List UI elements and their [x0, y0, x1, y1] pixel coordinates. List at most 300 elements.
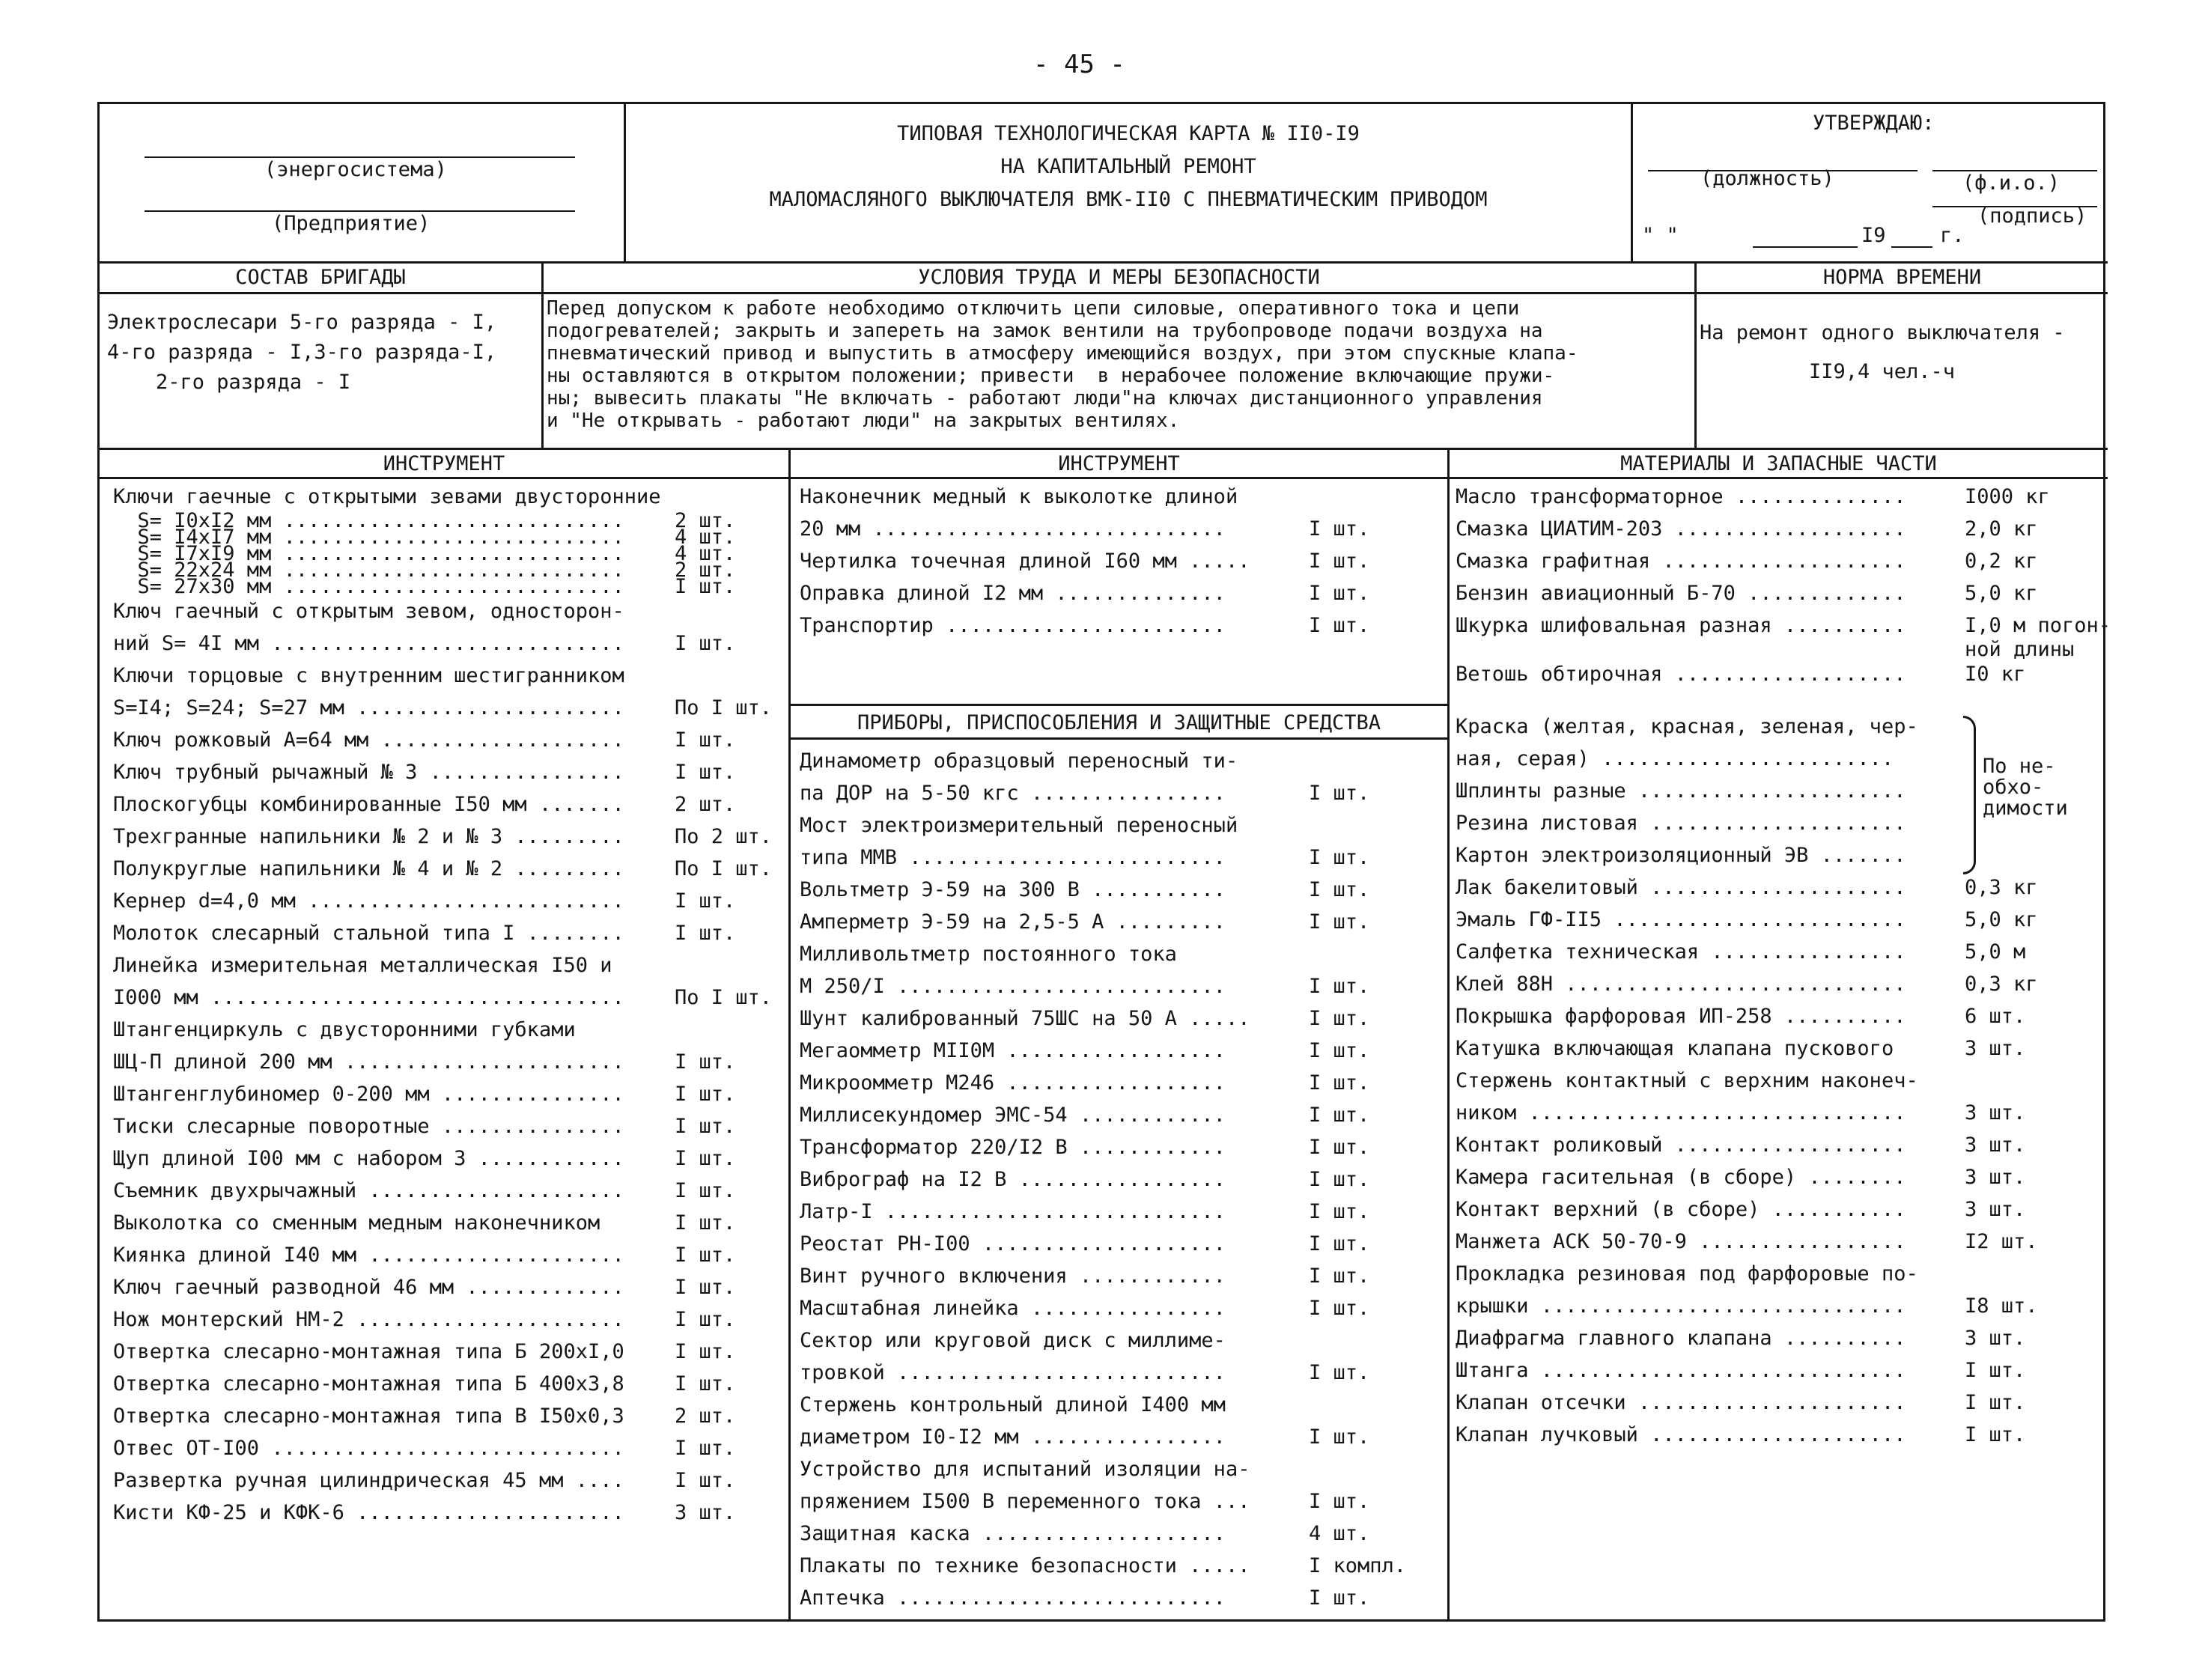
item-name: Ветошь обтирочная ...................	[1456, 663, 1906, 686]
item-name: Камера гасительная (в сборе) ........	[1456, 1166, 1906, 1189]
item-quantity: I,0 м погон-	[1965, 614, 2111, 637]
list-item	[1456, 1226, 2107, 1258]
list-item	[1456, 609, 2111, 642]
item-quantity: По I шт.	[675, 857, 773, 880]
item-quantity: I шт.	[1309, 1490, 1370, 1513]
list-item	[113, 788, 787, 821]
brigade-text: Электрослесари 5-го разряда - I, 4-го разряда - I,3-го разряда-I, 2-го разряда - I	[107, 311, 497, 394]
item-quantity: 5,0 кг	[1965, 582, 2038, 605]
list-item	[113, 660, 787, 692]
item-quantity: 0,3 кг	[1965, 876, 2038, 899]
item-quantity: По 2 шт.	[675, 825, 773, 848]
col3-body	[1447, 479, 2111, 1619]
list-item	[113, 1207, 787, 1239]
item-name: Клей 88Н ............................	[1456, 973, 1906, 996]
title-line-1: ТИПОВАЯ ТЕХНОЛОГИЧЕСКАЯ КАРТА № II0-I9	[897, 122, 1360, 145]
item-name: Аптечка ...........................	[800, 1586, 1226, 1610]
list-item	[1456, 968, 2107, 1000]
item-name: Масло трансформаторное ..............	[1456, 485, 1906, 508]
item-quantity: 2 шт.	[675, 509, 736, 532]
item-name: Динамометр образцовый переносный ти-	[800, 749, 1238, 773]
item-quantity: I шт.	[675, 1083, 736, 1106]
norm-header: НОРМА ВРЕМЕНИ	[1694, 261, 2108, 294]
brigade-header: СОСТАВ БРИГАДЫ	[100, 261, 541, 294]
item-name: Выколотка со сменным медным наконечником	[113, 1211, 600, 1235]
item-quantity: I шт.	[675, 922, 736, 945]
list-item: Резина листовая .....................	[1456, 812, 1906, 835]
item-name: Развертка ручная цилиндрическая 45 мм ....	[113, 1469, 624, 1492]
list-item	[1456, 658, 2107, 690]
item-name: Амперметр Э-59 на 2,5-5 А .........	[800, 910, 1226, 934]
item-name: пряжением I500 В переменного тока ...	[800, 1490, 1250, 1513]
approve-title: УТВЕРЖДАЮ:	[1813, 112, 1935, 135]
item-name: типа ММВ ..........................	[800, 846, 1226, 869]
list-item	[113, 949, 787, 981]
item-name: крышки ..............................	[1456, 1294, 1906, 1318]
tools-list	[113, 481, 787, 1529]
item-name: Штанга ..............................	[1456, 1359, 1906, 1382]
item-name: Смазка графитная ....................	[1456, 550, 1906, 573]
item-quantity: 4 шт.	[675, 542, 736, 565]
list-item	[800, 1453, 1444, 1485]
item-name: Стержень контрольный длиной I400 мм	[800, 1393, 1226, 1416]
list-item	[113, 1303, 787, 1336]
title-line-2: НА КАПИТАЛЬНЫЙ РЕМОНТ	[1000, 155, 1256, 178]
list-item	[1456, 513, 2107, 545]
item-name: S= I0xI2 мм ............................	[113, 509, 624, 532]
item-name: Салфетка техническая ................	[1456, 940, 1906, 964]
item-name: Клапан отсечки ......................	[1456, 1391, 1906, 1414]
list-item	[1456, 638, 2107, 661]
item-quantity: 0,3 кг	[1965, 973, 2038, 996]
item-name: Отвертка слесарно-монтажная типа Б 400x3,8	[113, 1372, 624, 1396]
item-name: S= I4xI7 мм ............................	[113, 526, 624, 549]
list-item	[800, 1518, 1444, 1550]
list-item	[113, 756, 787, 788]
item-name: тровкой ...........................	[800, 1361, 1226, 1384]
item-quantity: I шт.	[675, 761, 736, 784]
list-item	[800, 1228, 1444, 1260]
item-quantity: I шт.	[675, 1340, 736, 1363]
list-item	[1456, 545, 2107, 577]
list-item	[1456, 1322, 2107, 1354]
item-quantity: I2 шт.	[1965, 1230, 2038, 1253]
list-item	[113, 724, 787, 756]
list-item: Картон электроизоляционный ЭВ .......	[1456, 844, 1906, 867]
item-name: Штангенглубиномер 0-200 мм ...............	[113, 1083, 624, 1106]
item-quantity: I шт.	[675, 728, 736, 752]
norm-line-1: На ремонт одного выключателя -	[1700, 321, 2065, 344]
list-item	[1456, 871, 2107, 904]
brace-note: По не- обхо- димости	[1983, 755, 2068, 820]
item-quantity: I000 кг	[1965, 485, 2050, 508]
list-item	[113, 1497, 787, 1529]
item-quantity: I шт.	[1309, 975, 1370, 998]
item-quantity: 2 шт.	[675, 559, 736, 582]
materials-list-a	[1456, 481, 2111, 690]
list-item	[800, 1002, 1444, 1035]
item-name: Лак бакелитовый .....................	[1456, 876, 1906, 899]
item-name: Нож монтерский НМ-2 ......................	[113, 1308, 624, 1331]
item-name: диаметром I0-I2 мм ................	[800, 1425, 1226, 1449]
item-quantity: 3 шт.	[675, 1501, 736, 1524]
norm-body	[1694, 294, 2108, 448]
item-name: Виброграф на I2 В .................	[800, 1168, 1226, 1191]
item-name: Киянка длиной I40 мм .....................	[113, 1244, 624, 1267]
item-quantity: 4 шт.	[675, 526, 736, 549]
list-item	[1456, 577, 2107, 609]
item-name: Отвертка слесарно-монтажная типа Б 200xI,0	[113, 1340, 624, 1363]
list-item	[800, 809, 1444, 841]
item-name: Оправка длиной I2 мм ..............	[800, 582, 1226, 605]
item-quantity: 3 шт.	[1965, 1133, 2026, 1157]
item-quantity: I шт.	[1309, 1007, 1370, 1030]
item-quantity: 0,2 кг	[1965, 550, 2038, 573]
item-quantity: I шт.	[675, 1115, 736, 1138]
list-item	[113, 853, 787, 885]
list-item	[1456, 481, 2107, 513]
item-name: Ключ рожковый А=64 мм ....................	[113, 728, 624, 752]
item-quantity: I шт.	[1309, 1071, 1370, 1095]
list-item	[800, 481, 1444, 513]
item-quantity: I шт.	[675, 1147, 736, 1170]
item-name: Кернер d=4,0 мм ..........................	[113, 889, 624, 913]
item-quantity: I шт.	[1309, 550, 1370, 573]
list-item	[800, 745, 1444, 777]
list-item	[800, 874, 1444, 906]
col1-header: ИНСТРУМЕНТ	[100, 448, 788, 479]
list-item	[113, 481, 787, 513]
item-quantity: I шт.	[1309, 1425, 1370, 1449]
list-item	[113, 1368, 787, 1400]
list-item	[1456, 1000, 2107, 1032]
item-quantity: I шт.	[675, 575, 736, 598]
list-item	[113, 885, 787, 917]
brigade-body	[100, 294, 541, 448]
item-name: Транспортир .......................	[800, 614, 1226, 637]
item-name: Стержень контактный с верхним наконеч-	[1456, 1069, 1918, 1092]
item-quantity: I шт.	[1309, 582, 1370, 605]
item-quantity: 4 шт.	[1309, 1522, 1370, 1545]
item-quantity: I шт.	[1309, 1136, 1370, 1159]
item-quantity: 5,0 м	[1965, 940, 2026, 964]
list-item	[800, 1131, 1444, 1163]
item-quantity: I шт.	[1309, 1168, 1370, 1191]
header-title	[624, 104, 1631, 261]
item-name: па ДОР на 5-50 кгс ................	[800, 782, 1226, 805]
item-name: Шунт калиброванный 75ШС на 50 А .....	[800, 1007, 1250, 1030]
list-item	[1456, 1097, 2107, 1129]
item-quantity: 6 шт.	[1965, 1005, 2026, 1028]
item-quantity: I шт.	[675, 1244, 736, 1267]
item-quantity: 3 шт.	[1965, 1327, 2026, 1350]
norm-line-2: II9,4 чел.-ч	[1809, 360, 1956, 383]
item-name: Молоток слесарный стальной типа I ........	[113, 922, 624, 945]
header-left	[100, 104, 624, 261]
list-item	[113, 1432, 787, 1464]
list-item	[800, 545, 1444, 577]
item-name: Шкурка шлифовальная разная ..........	[1456, 614, 1906, 637]
item-name: Клапан лучковый .....................	[1456, 1423, 1906, 1446]
item-quantity: I шт.	[1965, 1391, 2026, 1414]
fio-caption: (ф.и.о.)	[1962, 171, 2061, 195]
item-quantity: I0 кг	[1965, 663, 2026, 686]
conditions-header: УСЛОВИЯ ТРУДА И МЕРЫ БЕЗОПАСНОСТИ	[541, 261, 1694, 294]
devices-header: ПРИБОРЫ, ПРИСПОСОБЛЕНИЯ И ЗАЩИТНЫЕ СРЕДСТВА	[791, 704, 1447, 740]
list-item	[800, 938, 1444, 970]
list-item	[800, 906, 1444, 938]
item-quantity: 3 шт.	[1965, 1101, 2026, 1124]
item-quantity: По I шт.	[675, 986, 773, 1009]
item-name: Латр-I ............................	[800, 1200, 1226, 1223]
item-quantity: 3 шт.	[1965, 1166, 2026, 1189]
list-item	[1456, 1258, 2107, 1290]
year-prefix: I9	[1861, 224, 1886, 247]
tools-list-2	[800, 481, 1444, 642]
item-quantity: I шт.	[1309, 1039, 1370, 1062]
item-name: S= 22x24 мм ............................	[113, 559, 624, 582]
list-item	[1456, 1354, 2107, 1387]
list-item	[800, 1389, 1444, 1421]
list-item	[800, 1067, 1444, 1099]
item-name: Трансформатор 220/I2 В ............	[800, 1136, 1226, 1159]
date-quotes: " "	[1642, 224, 1679, 247]
list-item	[800, 841, 1444, 874]
item-quantity: I шт.	[675, 1211, 736, 1235]
item-quantity: I шт.	[1309, 1232, 1370, 1256]
item-name: Кисти КФ-25 и КФК-6 ......................	[113, 1501, 624, 1524]
item-name: Ключи торцовые с внутренним шестигранником	[113, 664, 624, 687]
item-quantity: I шт.	[1309, 517, 1370, 541]
item-quantity: I шт.	[675, 632, 736, 655]
list-item	[1456, 1161, 2107, 1193]
item-name: Диафрагма главного клапана ..........	[1456, 1327, 1906, 1350]
item-name: Эмаль ГФ-II5 ........................	[1456, 908, 1906, 931]
item-name: Мост электроизмерительный переносный	[800, 814, 1238, 837]
item-name: Трехгранные напильники № 2 и № 3 .........	[113, 825, 624, 848]
signature-caption: (подпись)	[1977, 204, 2087, 228]
item-quantity: I шт.	[1309, 782, 1370, 805]
item-quantity: I шт.	[675, 1372, 736, 1396]
item-quantity: 3 шт.	[1965, 1198, 2026, 1221]
item-name: Покрышка фарфоровая ИП-258 ..........	[1456, 1005, 1906, 1028]
item-quantity: 2 шт.	[675, 793, 736, 816]
item-name: Ключ трубный рычажный № 3 ................	[113, 761, 624, 784]
list-item: Краска (желтая, красная, зеленая, чер-	[1456, 715, 1918, 738]
col3-header: МАТЕРИАЛЫ И ЗАПАСНЫЕ ЧАСТИ	[1447, 448, 2108, 479]
item-quantity: 2,0 кг	[1965, 517, 2038, 541]
list-item	[113, 575, 787, 598]
devices-list	[800, 745, 1444, 1614]
item-quantity: I шт.	[1309, 878, 1370, 901]
item-quantity: I шт.	[1309, 910, 1370, 934]
list-item	[800, 1324, 1444, 1357]
conditions-body	[541, 294, 1694, 448]
item-quantity: I компл.	[1309, 1554, 1407, 1577]
item-name: Щуп длиной I00 мм с набором 3 ............	[113, 1147, 624, 1170]
item-name: Смазка ЦИАТИМ-203 ...................	[1456, 517, 1906, 541]
item-name: Масштабная линейка ................	[800, 1297, 1226, 1320]
item-quantity: 2 шт.	[675, 1404, 736, 1428]
list-item: Шплинты разные ......................	[1456, 779, 1906, 803]
col2-body	[788, 479, 1447, 1619]
item-quantity: I шт.	[675, 1179, 736, 1202]
item-quantity: I шт.	[1309, 1297, 1370, 1320]
item-name: Тиски слесарные поворотные ...............	[113, 1115, 624, 1138]
item-name: Защитная каска ....................	[800, 1522, 1226, 1545]
item-name: 20 мм .............................	[800, 517, 1226, 541]
list-item	[800, 577, 1444, 609]
list-item	[1456, 1193, 2107, 1226]
list-item	[1456, 1065, 2107, 1097]
item-name: Микроомметр М246 ..................	[800, 1071, 1226, 1095]
list-item: ная, серая) ........................	[1456, 747, 1894, 770]
item-name: ником ...............................	[1456, 1101, 1906, 1124]
item-name: Отвертка слесарно-монтажная типа В I50x0,3	[113, 1404, 624, 1428]
brace-mark	[1963, 716, 1976, 874]
item-name: S= I7xI9 мм ............................	[113, 542, 624, 565]
list-item	[800, 1035, 1444, 1067]
item-quantity: I шт.	[675, 1276, 736, 1299]
list-item	[113, 692, 787, 724]
item-name: Мегаомметр МII0М ..................	[800, 1039, 1226, 1062]
item-quantity: I шт.	[1309, 614, 1370, 637]
list-item	[800, 513, 1444, 545]
page-number: - 45 -	[1033, 49, 1125, 79]
list-item	[1456, 904, 2107, 936]
list-item	[113, 917, 787, 949]
approval-block	[1631, 104, 2108, 261]
list-item	[113, 1239, 787, 1271]
list-item	[113, 1046, 787, 1078]
item-quantity: 5,0 кг	[1965, 908, 2038, 931]
materials-list-b	[1456, 871, 2107, 1451]
item-name: Контакт роликовый ...................	[1456, 1133, 1906, 1157]
item-name: I000 мм ..................................	[113, 986, 624, 1009]
item-quantity: I шт.	[675, 1469, 736, 1492]
list-item	[800, 609, 1444, 642]
item-name: Катушка включающая клапана пускового	[1456, 1037, 1894, 1060]
item-name: Контакт верхний (в сборе) ...........	[1456, 1198, 1906, 1221]
item-name: Винт ручного включения ............	[800, 1264, 1226, 1288]
list-item	[113, 1014, 787, 1046]
item-name: Полукруглые напильники № 4 и № 2 .........	[113, 857, 624, 880]
item-name: Отвес ОТ-I00 .............................	[113, 1437, 624, 1460]
list-item	[800, 1292, 1444, 1324]
item-name: Плакаты по технике безопасности .....	[800, 1554, 1250, 1577]
item-name: S= 27x30 мм ............................	[113, 575, 624, 598]
item-name: М 250/I ...........................	[800, 975, 1226, 998]
item-name: Манжета АСК 50-70-9 .................	[1456, 1230, 1906, 1253]
item-name: ний S= 4I мм .............................	[113, 632, 624, 655]
list-item	[113, 1271, 787, 1303]
item-quantity: I шт.	[675, 889, 736, 913]
list-item	[800, 1421, 1444, 1453]
item-quantity: I шт.	[675, 1050, 736, 1074]
item-quantity: I8 шт.	[1965, 1294, 2038, 1318]
item-name: Милливольтметр постоянного тока	[800, 943, 1177, 966]
list-item	[800, 1582, 1444, 1614]
list-item	[113, 1110, 787, 1142]
title-line-3: МАЛОМАСЛЯНОГО ВЫКЛЮЧАТЕЛЯ ВМК-II0 С ПНЕВМАТИЧЕСКИМ ПРИВОДОМ	[769, 188, 1488, 211]
item-name: Чертилка точечная длиной I60 мм .....	[800, 550, 1250, 573]
item-name: ШЦ-П длиной 200 мм .......................	[113, 1050, 624, 1074]
item-name: Съемник двухрычажный .....................	[113, 1179, 624, 1202]
item-quantity: I шт.	[675, 1308, 736, 1331]
col1-body	[100, 479, 788, 1619]
item-quantity: I шт.	[1309, 846, 1370, 869]
list-item	[800, 1196, 1444, 1228]
item-name: Миллисекундомер ЭМС-54 ............	[800, 1104, 1226, 1127]
materials-brace-list	[1456, 710, 1980, 871]
item-name: Штангенциркуль с двусторонними губками	[113, 1018, 576, 1041]
year-suffix: г.	[1940, 224, 1965, 247]
list-item	[800, 1163, 1444, 1196]
list-item	[1456, 1387, 2107, 1419]
item-name: Ключи гаечные с открытыми зевами двусторонние	[113, 485, 661, 508]
item-name: Устройство для испытаний изоляции на-	[800, 1458, 1250, 1481]
list-item	[113, 1078, 787, 1110]
item-quantity: I шт.	[1965, 1359, 2026, 1382]
item-name: Линейка измерительная металлическая I50 и	[113, 954, 612, 977]
item-quantity: 3 шт.	[1965, 1037, 2026, 1060]
item-quantity: I шт.	[1309, 1361, 1370, 1384]
list-item	[1456, 1129, 2107, 1161]
list-item	[800, 777, 1444, 809]
item-quantity: I шт.	[1309, 1586, 1370, 1610]
item-quantity: По I шт.	[675, 696, 773, 719]
list-item	[113, 595, 787, 627]
item-name: Ключ гаечный разводной 46 мм .............	[113, 1276, 624, 1299]
list-item	[800, 1357, 1444, 1389]
item-name: Вольтметр Э-59 на 300 В ...........	[800, 878, 1226, 901]
list-item	[113, 981, 787, 1014]
list-item	[800, 1550, 1444, 1582]
enterprise-caption: (Предприятие)	[272, 212, 431, 235]
item-quantity: I шт.	[675, 1437, 736, 1460]
list-item	[800, 1099, 1444, 1131]
item-name: Бензин авиационный Б-70 .............	[1456, 582, 1906, 605]
list-item	[1456, 936, 2107, 968]
item-name: Реостат РН-I00 ....................	[800, 1232, 1226, 1256]
item-name: Плоскогубцы комбинированные I50 мм .......	[113, 793, 624, 816]
item-quantity: I шт.	[1309, 1104, 1370, 1127]
item-quantity: ной длины	[1965, 638, 2075, 661]
list-item	[800, 1485, 1444, 1518]
item-quantity: I шт.	[1309, 1200, 1370, 1223]
item-name: Сектор или круговой диск с миллиме-	[800, 1329, 1226, 1352]
list-item	[113, 1336, 787, 1368]
energy-system-caption: (энергосистема)	[264, 158, 447, 181]
list-item	[113, 1142, 787, 1175]
item-name: Прокладка резиновая под фарфоровые по-	[1456, 1262, 1918, 1285]
list-item	[113, 1175, 787, 1207]
list-item	[113, 627, 787, 660]
item-name: Наконечник медный к выколотке длиной	[800, 485, 1238, 508]
list-item	[800, 1260, 1444, 1292]
list-item	[1456, 1032, 2107, 1065]
list-item	[113, 821, 787, 853]
list-item	[800, 970, 1444, 1002]
item-quantity: I шт.	[1965, 1423, 2026, 1446]
list-item	[1456, 1290, 2107, 1322]
col2-header: ИНСТРУМЕНТ	[788, 448, 1447, 479]
item-quantity: I шт.	[1309, 1264, 1370, 1288]
item-name: Ключ гаечный с открытым зевом, односторон-	[113, 600, 624, 623]
list-item	[113, 1400, 787, 1432]
item-name: S=I4; S=24; S=27 мм ......................	[113, 696, 624, 719]
conditions-text: Перед допуском к работе необходимо отключить цепи силовые, оперативного тока и цепи подогревателей; закрыть и запереть на замок вентили на трубопроводе подачи воздуха на пневматический привод и выпустить в атмосферу имеющийся воздух, при этом спускные клапа- ны оставляются в открытом положении; привести в нерабочее положение включающие пружи- ны; вывесить плакаты "Не включать - работают люди"на ключах дистанционного управления и "Не открывать - работают люди" на закрытых вентилях.	[547, 297, 1578, 432]
